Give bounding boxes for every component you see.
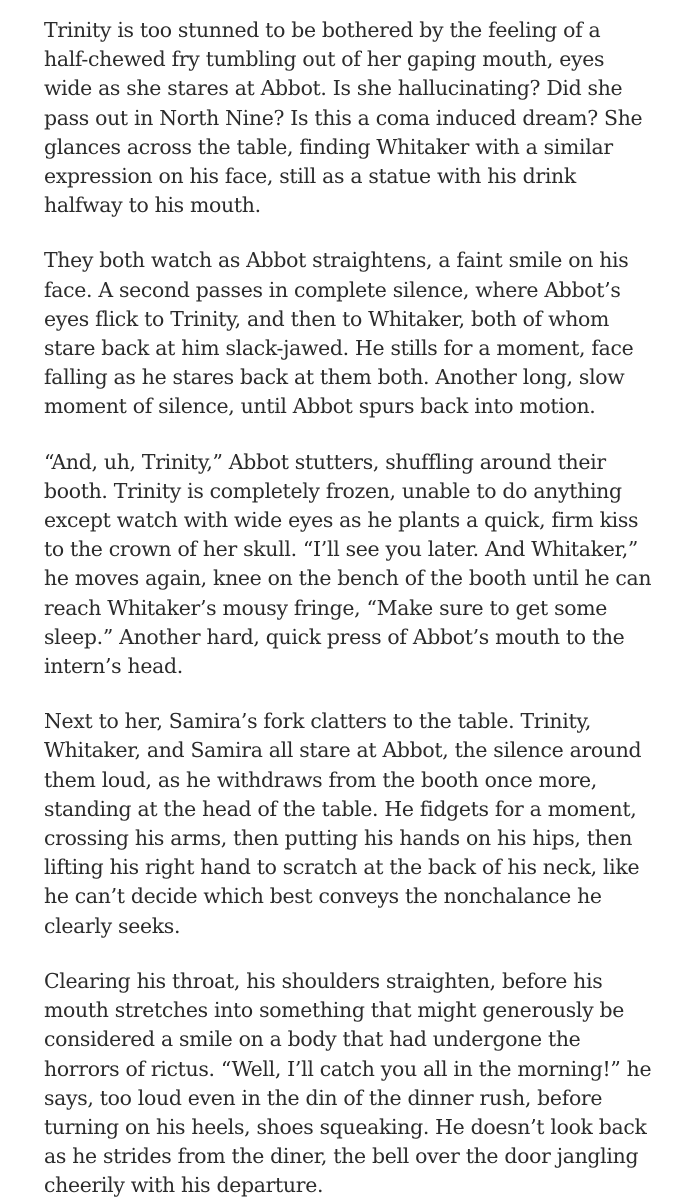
paragraph-2: They both watch as Abbot straightens, a faint smile on his face. A second passes in complete silence, where Abbot’s eyes flick to Trinity, and then to Whitaker, both of whom stare back at him slack-jawed. He stills for a moment, face falling as he stares back at them both. Another long, slow moment of silence, until Abbot spurs back into motion. bbox=[44, 248, 634, 419]
paragraph-3: “And, uh, Trinity,” Abbot stutters, shuffling around their booth. Trinity is completely frozen, unable to do anything except watch with wide eyes as he plants a quick, firm kiss to the crown of her skull. “I’ll see you later. And Whitaker,” he moves again, knee on the bench of the booth until he can reach Whitaker’s mousy fringe, “Make sure to get some sleep.” Another hard, quick press of Abbot’s mouth to the intern’s head. bbox=[44, 449, 652, 679]
paragraph-4: Next to her, Samira’s fork clatters to the table. Trinity, Whitaker, and Samira all stare at Abbot, the silence around them loud, as he withdraws from the booth once more, standing at the head of the table. He fidgets for a moment, crossing his arms, then putting his hands on his hips, then lifting his right hand to scratch at the back of his neck, like he can’t decide which best conveys the nonchalance he clearly seeks. bbox=[44, 709, 642, 938]
paragraph-5: Clearing his throat, his shoulders straighten, before his mouth stretches into something that might generously be considered a smile on a body that had undergone the horrors of rictus. “Well, I’ll catch you all in the morning!” he says, too loud even in the din of the dinner rush, before turning on his heels, shoes squeaking. He doesn’t look back as he strides from the diner, the bell over the door jangling cheerily with his departure. bbox=[44, 968, 652, 1198]
paragraph-1: Trinity is too stunned to be bothered by the feeling of a half-chewed fry tumbling out of her gaping mouth, eyes wide as she stares at Abbot. Is she hallucinating? Did she pass out in North Nine? Is this a coma induced dream? She glances across the table, finding Whitaker with a similar expression on his face, still as a statue with his drink halfway to his mouth. bbox=[44, 18, 643, 218]
